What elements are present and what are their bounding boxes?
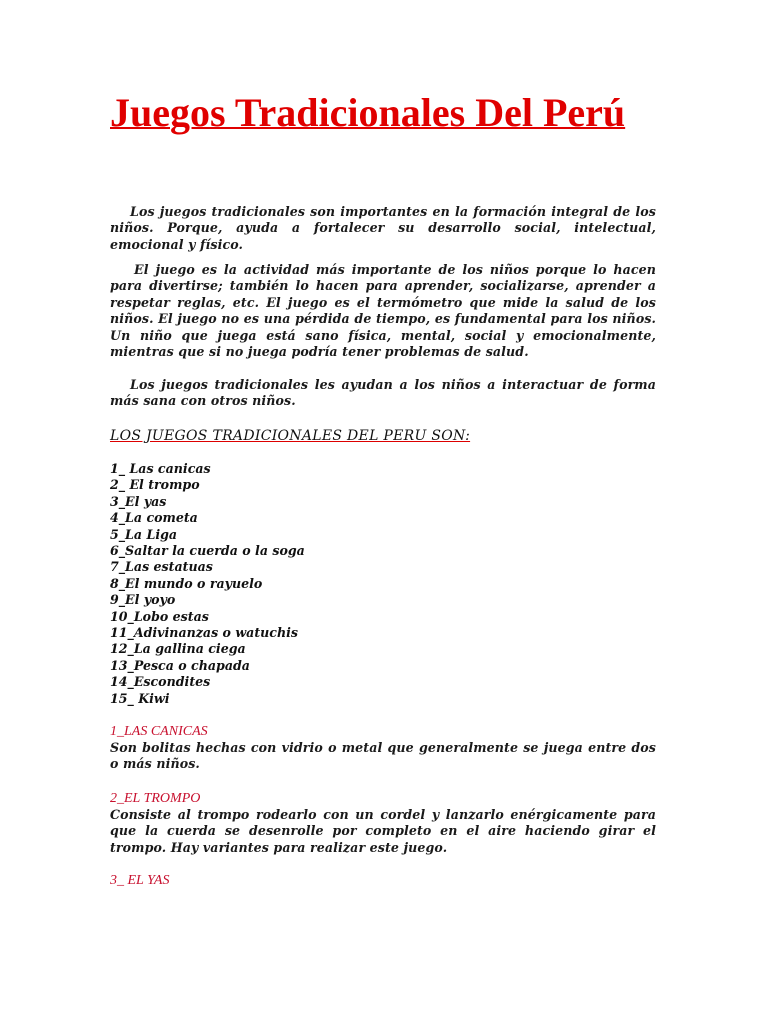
list-item: 8_El mundo o rayuelo bbox=[110, 575, 263, 591]
list-heading: LOS JUEGOS TRADICIONALES DEL PERU SON: bbox=[110, 428, 471, 444]
list-item: 14_Escondites bbox=[110, 674, 211, 690]
section-text: Son bolitas hechas con vidrio o metal que generalmente se juega entre dos o más niños. bbox=[110, 740, 656, 772]
list-item: 11_Adivinanzas o watuchis bbox=[110, 625, 299, 641]
section-heading: 3_ EL YAS bbox=[110, 873, 170, 888]
list-item: 5_La Liga bbox=[110, 526, 178, 542]
intro-paragraph-1: Los juegos tradicionales son importantes en la formación integral de los niños. Porque, ayuda a fortalecer su desarrollo social, intelectual, emocional y físico. bbox=[110, 204, 656, 252]
list-item: 7_Las estatuas bbox=[110, 559, 213, 575]
section-trompo bbox=[110, 791, 656, 856]
section-canicas bbox=[110, 724, 656, 773]
list-item: 15_ Kiwi bbox=[110, 690, 170, 706]
list-item: 10_Lobo estas bbox=[110, 608, 209, 624]
section-yas bbox=[110, 873, 656, 889]
list-item: 2_ El trompo bbox=[110, 477, 200, 493]
list-item: 12_La gallina ciega bbox=[110, 641, 246, 657]
list-item: 13_Pesca o chapada bbox=[110, 657, 250, 673]
section-heading: 1_LAS CANICAS bbox=[110, 724, 208, 739]
list-item: 1_ Las canicas bbox=[110, 461, 211, 476]
page-title: Juegos Tradicionales Del Perú bbox=[110, 90, 626, 135]
list-item: 4_La cometa bbox=[110, 510, 198, 526]
section-heading: 2_EL TROMPO bbox=[110, 791, 201, 806]
intro-paragraph-3: Los juegos tradicionales les ayudan a los niños a interactuar de forma más sana con otros niños. bbox=[110, 377, 656, 409]
list-item: 3_El yas bbox=[110, 493, 167, 509]
list-item: 6_Saltar la cuerda o la soga bbox=[110, 543, 305, 559]
intro-paragraph-2: El juego es la actividad más importante de los niños porque lo hacen para divertirse; también lo hacen para aprender, socializarse, aprender a respetar reglas, etc. El juego es el termómetro que mide la salud de los niños. El juego no es una pérdida de tiempo, es fundamental para los niños. Un niño que juega está sano física, mental, social y emocionalmente, mientras que si no juega podría tener problemas de salud. bbox=[110, 262, 656, 360]
list-item: 9_El yoyo bbox=[110, 592, 176, 608]
games-list bbox=[110, 461, 656, 707]
section-text: Consiste al trompo rodearlo con un cordel y lanzarlo enérgicamente para que la cuerda se desenrolle por completo en el aire haciendo girar el trompo. Hay variantes para realizar este juego. bbox=[110, 807, 656, 855]
